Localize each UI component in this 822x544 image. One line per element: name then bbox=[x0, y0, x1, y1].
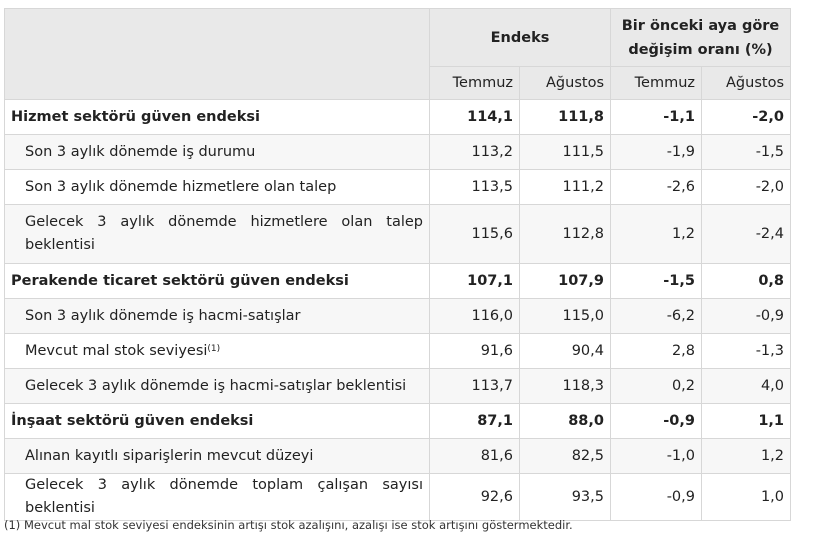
table-footnote: (1) Mevcut mal stok seviyesi endeksinin artışı stok azalışını, azalışı ise stok artışını göstermektedir. bbox=[4, 518, 573, 532]
row-value: -2,6 bbox=[611, 170, 702, 205]
row-value: 81,6 bbox=[430, 439, 520, 474]
row-label: Mevcut mal stok seviyesi bbox=[25, 342, 208, 359]
table-row bbox=[5, 439, 791, 474]
row-value: 111,8 bbox=[520, 100, 611, 135]
row-label: Perakende ticaret sektörü güven endeksi bbox=[5, 264, 430, 299]
subheader-temmuz-2: Temmuz bbox=[611, 67, 702, 100]
table-row bbox=[5, 369, 791, 404]
row-value: 2,8 bbox=[611, 334, 702, 369]
row-value: 115,6 bbox=[430, 205, 520, 264]
row-value: -1,0 bbox=[611, 439, 702, 474]
confidence-index-table bbox=[4, 8, 791, 521]
row-value: -1,5 bbox=[702, 135, 791, 170]
row-label-with-footnote bbox=[5, 334, 430, 369]
row-label: Son 3 aylık dönemde iş durumu bbox=[5, 135, 430, 170]
row-value: 116,0 bbox=[430, 299, 520, 334]
row-label: Hizmet sektörü güven endeksi bbox=[5, 100, 430, 135]
table-row bbox=[5, 135, 791, 170]
row-value: 107,9 bbox=[520, 264, 611, 299]
row-value: -0,9 bbox=[611, 474, 702, 521]
table-row bbox=[5, 299, 791, 334]
row-value: 1,2 bbox=[611, 205, 702, 264]
row-value: -1,3 bbox=[702, 334, 791, 369]
header-change-rate bbox=[611, 9, 791, 67]
row-value: 111,5 bbox=[520, 135, 611, 170]
header-empty-cell bbox=[5, 9, 430, 100]
row-value: -1,5 bbox=[611, 264, 702, 299]
row-value: -0,9 bbox=[611, 404, 702, 439]
row-value: 1,0 bbox=[702, 474, 791, 521]
row-value: 0,8 bbox=[702, 264, 791, 299]
row-value: -1,1 bbox=[611, 100, 702, 135]
row-value: 91,6 bbox=[430, 334, 520, 369]
table-row bbox=[5, 264, 791, 299]
row-label: Gelecek 3 aylık dönemde hizmetlere olan talep beklentisi bbox=[5, 205, 430, 264]
row-value: 113,2 bbox=[430, 135, 520, 170]
row-value: 87,1 bbox=[430, 404, 520, 439]
row-value: -2,0 bbox=[702, 170, 791, 205]
row-value: 82,5 bbox=[520, 439, 611, 474]
row-value: 1,2 bbox=[702, 439, 791, 474]
row-label: Gelecek 3 aylık dönemde iş hacmi-satışlar beklentisi bbox=[5, 369, 430, 404]
subheader-temmuz-1: Temmuz bbox=[430, 67, 520, 100]
row-value: -0,9 bbox=[702, 299, 791, 334]
row-value: 111,2 bbox=[520, 170, 611, 205]
row-value: 90,4 bbox=[520, 334, 611, 369]
table-row bbox=[5, 334, 791, 369]
row-label: Alınan kayıtlı siparişlerin mevcut düzeyi bbox=[5, 439, 430, 474]
row-value: 88,0 bbox=[520, 404, 611, 439]
row-value: 113,7 bbox=[430, 369, 520, 404]
row-label: Son 3 aylık dönemde hizmetlere olan talep bbox=[5, 170, 430, 205]
row-value: 93,5 bbox=[520, 474, 611, 521]
row-value: 118,3 bbox=[520, 369, 611, 404]
row-value: 0,2 bbox=[611, 369, 702, 404]
footnote-marker: (1) bbox=[207, 343, 221, 354]
row-value: 4,0 bbox=[702, 369, 791, 404]
table-row bbox=[5, 474, 791, 521]
row-value: -2,4 bbox=[702, 205, 791, 264]
subheader-agustos-2: Ağustos bbox=[702, 67, 791, 100]
row-value: 112,8 bbox=[520, 205, 611, 264]
row-value: 115,0 bbox=[520, 299, 611, 334]
row-value: -2,0 bbox=[702, 100, 791, 135]
row-value: 1,1 bbox=[702, 404, 791, 439]
subheader-agustos-1: Ağustos bbox=[520, 67, 611, 100]
header-change-rate-label: Bir önceki aya göre değişim oranı (%) bbox=[621, 17, 780, 58]
row-label: İnşaat sektörü güven endeksi bbox=[5, 404, 430, 439]
row-value: 114,1 bbox=[430, 100, 520, 135]
table-row bbox=[5, 404, 791, 439]
row-value: -1,9 bbox=[611, 135, 702, 170]
row-value: 113,5 bbox=[430, 170, 520, 205]
confidence-index-table-container bbox=[4, 8, 791, 521]
row-value: 92,6 bbox=[430, 474, 520, 521]
table-header-row bbox=[5, 9, 791, 67]
table-row bbox=[5, 205, 791, 264]
row-label: Son 3 aylık dönemde iş hacmi-satışlar bbox=[5, 299, 430, 334]
row-value: -6,2 bbox=[611, 299, 702, 334]
table-row bbox=[5, 170, 791, 205]
row-label: Gelecek 3 aylık dönemde toplam çalışan sayısı beklentisi bbox=[5, 474, 430, 521]
row-value: 107,1 bbox=[430, 264, 520, 299]
header-endeks: Endeks bbox=[430, 9, 611, 67]
table-row bbox=[5, 100, 791, 135]
